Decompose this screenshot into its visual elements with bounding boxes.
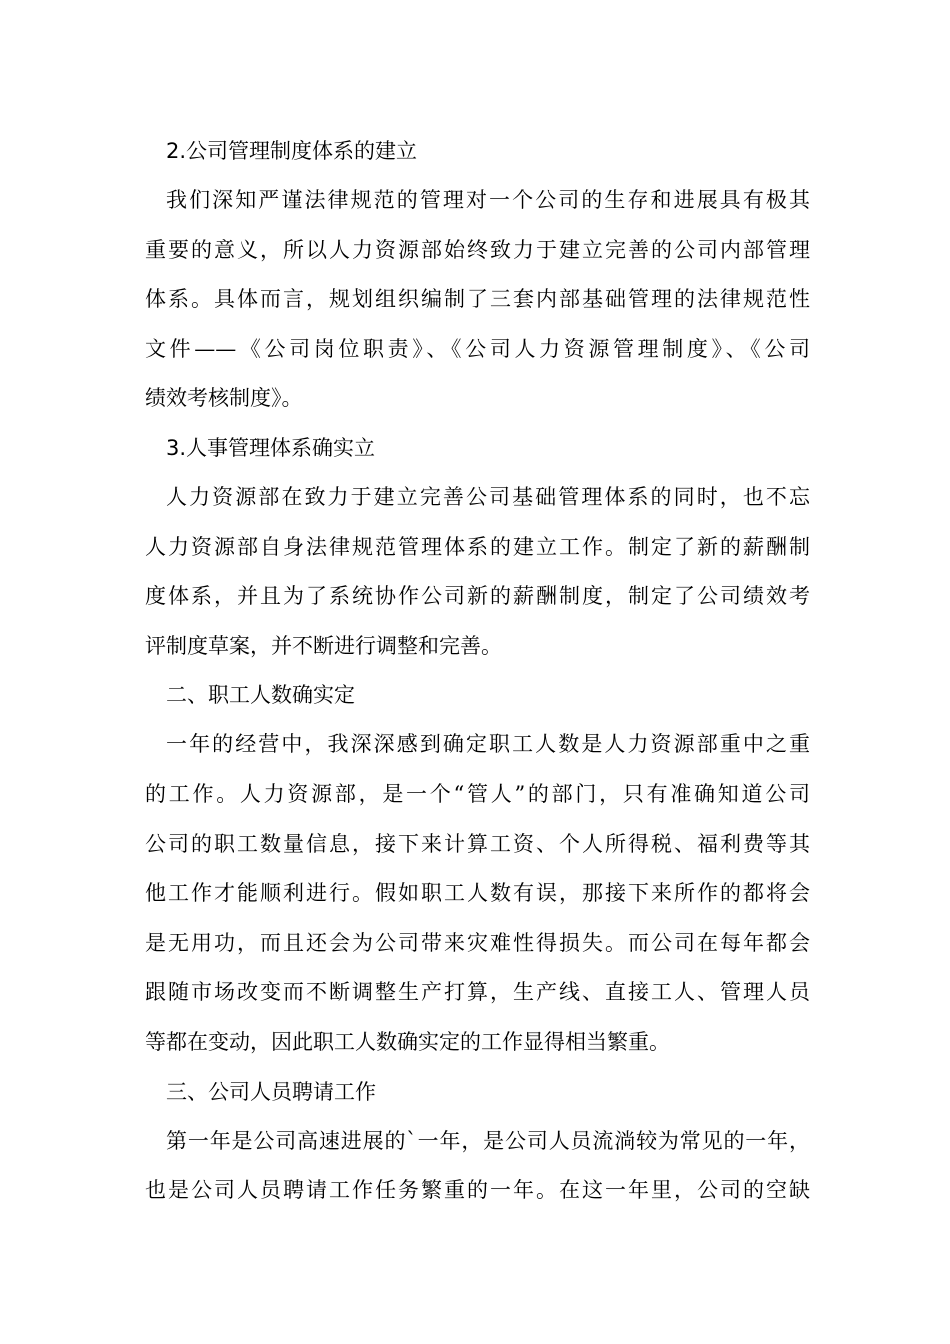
text-line: 绩效考核制度》。 xyxy=(145,386,303,411)
text-line: 他工作才能顺利进行。假如职工人数有误，那接下来所作的都将会 xyxy=(145,881,810,906)
text-line: 重要的意义，所以人力资源部始终致力于建立完善的公司内部管理 xyxy=(145,237,810,262)
paragraph-management-system xyxy=(145,176,810,424)
paragraph-recruitment xyxy=(145,1117,810,1216)
text-line: 文件——《公司岗位职责》、《公司人力资源管理制度》、《公司 xyxy=(145,336,810,361)
section-heading-2: 2.公司管理制度体系的建立 xyxy=(166,139,418,163)
text-line: 公司的职工数量信息，接下来计算工资、个人所得税、福利费等其 xyxy=(145,831,810,856)
section-heading-3: 3.人事管理体系确实立 xyxy=(166,435,376,460)
document-body xyxy=(145,127,810,1216)
text-line: 评制度草案，并不断进行调整和完善。 xyxy=(145,633,502,658)
section-heading-staff-count: 二、职工人数确实定 xyxy=(166,683,355,708)
text-line: 的工作。人力资源部，是一个“管人”的部门，只有准确知道公司 xyxy=(145,781,810,806)
text-line: 一年的经营中，我深深感到确定职工人数是人力资源部重中之重 xyxy=(166,732,810,757)
text-line: 也是公司人员聘请工作任务繁重的一年。在这一年里，公司的空缺 xyxy=(145,1178,810,1203)
text-line: 体系。具体而言，规划组织编制了三套内部基础管理的法律规范性 xyxy=(145,287,810,312)
text-line: 跟随市场改变而不断调整生产打算，生产线、直接工人、管理人员 xyxy=(145,980,810,1005)
text-line: 度体系，并且为了系统协作公司新的薪酬制度，制定了公司绩效考 xyxy=(145,584,810,609)
text-line: 是无用功，而且还会为公司带来灾难性得损失。而公司在每年都会 xyxy=(145,930,810,955)
paragraph-hr-system xyxy=(145,473,810,671)
text-line: 第一年是公司高速进展的`一年，是公司人员流淌较为常见的一年， xyxy=(166,1128,810,1153)
paragraph-staff-count xyxy=(145,720,810,1067)
text-line: 我们深知严谨法律规范的管理对一个公司的生存和进展具有极其 xyxy=(166,188,810,212)
text-line: 人力资源部自身法律规范管理体系的建立工作。制定了新的薪酬制 xyxy=(145,534,810,559)
section-heading-recruitment: 三、公司人员聘请工作 xyxy=(166,1079,376,1104)
text-line: 等都在变动，因此职工人数确实定的工作显得相当繁重。 xyxy=(145,1029,670,1054)
text-line: 人力资源部在致力于建立完善公司基础管理体系的同时，也不忘 xyxy=(166,484,810,509)
